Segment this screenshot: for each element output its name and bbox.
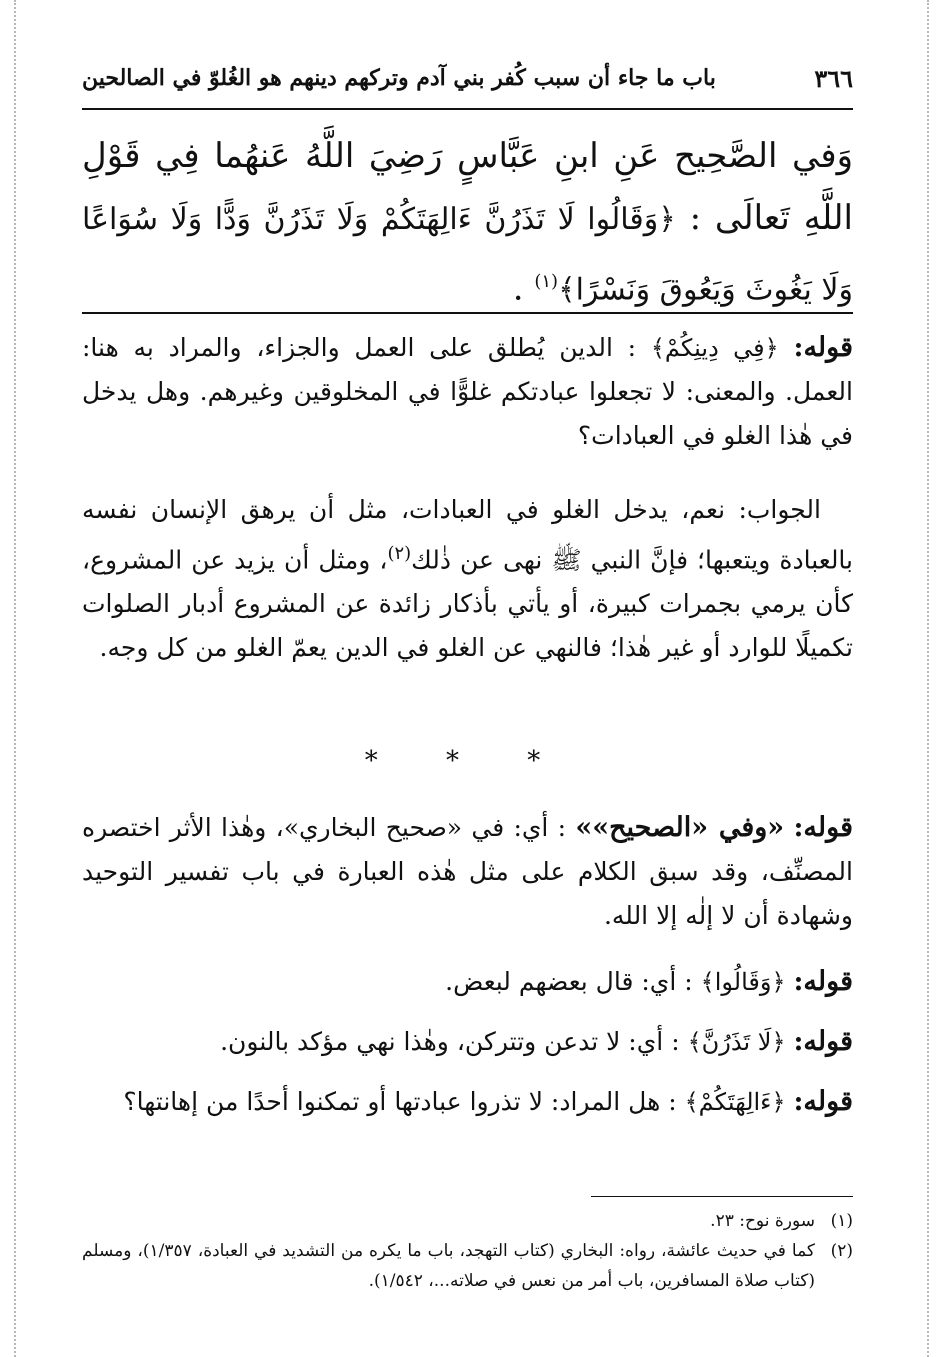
footnote-rule (591, 1196, 853, 1197)
commentary-paragraph-4 (82, 960, 853, 1004)
footnote-2 (82, 1236, 853, 1296)
footnote-text: كما في حديث عائشة، رواه: البخاري (كتاب التهجد، باب ما يكره من التشديد في العبادة، ١/٣٥٧)، ومسلم (كتاب صلاة المسافرين، باب أمر من نعس في صلاته...، ١/٥٤٢). (82, 1241, 815, 1291)
paragraph-text-b: ، ومثل أن يزيد عن المشروع، كأن يرمي بجمرات كبيرة، أو يأتي بأذكار زائدة عن المشروع أدبار الصلوات تكميلًا للوارد أو غير هٰذا؛ فالنهي عن الغلو في الدين يعمّ الغلو من كل وجه. (82, 545, 853, 663)
page-number: ٣٦٦ (814, 63, 853, 93)
footnotes (82, 1206, 853, 1296)
quoted-term: ﴿لَا تَذَرُنَّ﴾ (687, 1028, 786, 1056)
paragraph-label: قوله: (793, 966, 853, 997)
running-title: باب ما جاء أن سبب كُفر بني آدم وتركهم دينهم هو الغُلوّ في الصالحين (82, 65, 716, 91)
commentary-paragraph-1 (82, 326, 853, 458)
footnote-1 (82, 1206, 853, 1236)
quran-verse: ﴿وَقَالُوا لَا تَذَرُنَّ ءَالِهَتَكُمْ وَلَا تَذَرُنَّ وَدًّا وَلَا سُوَاعًا وَلَا يَغُوثَ وَيَعُوقَ وَنَسْرًا﴾ (82, 202, 853, 308)
paragraph-text: : أي: لا تدعن وتتركن، وهٰذا نهي مؤكد بالنون. (220, 1027, 680, 1056)
paragraph-label: قوله: (793, 1086, 853, 1117)
footnote-number: (١) (830, 1211, 853, 1231)
page-header (82, 60, 853, 96)
paragraph-text: : الدين يُطلق على العمل والجزاء، والمراد به هنا: العمل. والمعنى: لا تجعلوا عبادتكم غلوًّا في المخلوقين وغيرهم. وهل يدخل في هٰذا الغلو في العبادات؟ (82, 333, 853, 450)
quoted-term: «وفي «الصحيح»» (575, 812, 785, 843)
quoted-term: ﴿ءَالِهَتَكُمْ﴾ (684, 1088, 786, 1116)
paragraph-label: قوله: (793, 812, 853, 843)
footnote-number: (٢) (830, 1241, 853, 1261)
commentary-paragraph-3 (82, 806, 853, 938)
paragraph-text-a: الجواب: نعم، يدخل الغلو في العبادات، مثل أن يرهق الإنسان نفسه بالعبادة ويتعبها؛ فإنَّ النبي ﷺ نهى عن ذٰلك (82, 495, 854, 575)
hadith-text (82, 125, 853, 321)
scan-border-right (927, 0, 929, 1357)
paragraph-label: قوله: (793, 1026, 853, 1057)
commentary-paragraph-6 (82, 1080, 853, 1124)
paragraph-text: : هل المراد: لا تذروا عبادتها أو تمكنوا أحدًا من إهانتها؟ (123, 1087, 677, 1116)
hadith-rule (82, 312, 853, 314)
paragraph-text: : أي: قال بعضهم لبعض. (445, 967, 693, 996)
paragraph-label: قوله: (793, 332, 854, 363)
section-separator: * * * (364, 746, 571, 776)
footnote-ref-2: (٢) (387, 543, 412, 564)
header-rule (82, 108, 853, 110)
quoted-term: ﴿وَقَالُوا﴾ (700, 968, 786, 996)
footnote-ref-1: (١) (534, 271, 559, 292)
scan-border-left (14, 0, 16, 1357)
commentary-paragraph-5 (82, 1020, 853, 1064)
footnote-text: سورة نوح: ٢٣. (710, 1211, 815, 1231)
hadith-end: . (512, 268, 524, 309)
quoted-term: ﴿فِي دِينِكُمْ﴾ (650, 334, 779, 362)
hadith-intro: وَفي الصَّحِيح عَنِ ابنِ عَبَّاسٍ رَضِيَ اللَّهُ عَنهُما فِي قَوْلِ اللَّهِ تَعالَى : (82, 136, 853, 238)
paragraph-text: : أي: في «صحيح البخاري»، وهٰذا الأثر اختصره المصنِّف، وقد سبق الكلام على مثل هٰذه العبارة في باب تفسير التوحيد وشهادة أن لا إلٰه إلا الله. (82, 813, 853, 930)
commentary-paragraph-2 (82, 488, 853, 670)
